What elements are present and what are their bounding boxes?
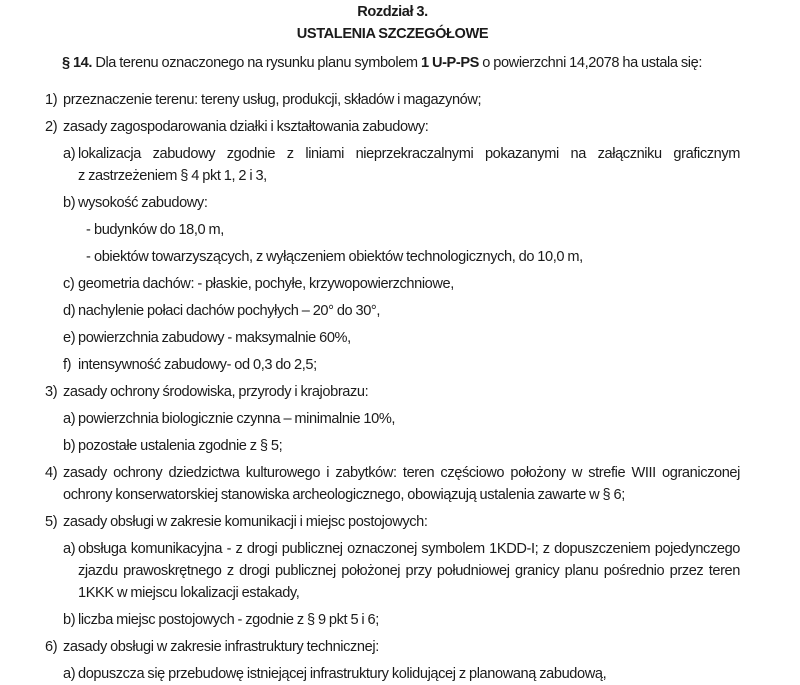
intro-text-before: Dla terenu oznaczonego na rysunku planu symbolem [95,55,418,71]
item-text: powierzchnia zabudowy - maksymalnie 60%, [78,329,351,346]
item-text: zasady ochrony środowiska, przyrody i krajobrazu: [63,383,369,400]
list-item-2b [63,192,740,214]
item-marker: b) [63,437,76,454]
list-item-2b-dash-2 [86,246,740,268]
list-item-2a [63,143,740,187]
list-item-5 [45,511,740,533]
list-item-1 [45,89,740,111]
list-item-5b [63,609,740,631]
item-marker: b) [63,194,76,211]
paragraph-14-intro [45,52,740,74]
list-item-6a [63,663,740,685]
item-marker: 6) [45,638,58,655]
item-text: zasady ochrony dziedzictwa kulturowego i zabytków: teren częściowo położony w strefie WIII ograniczonej ochrony konserwatorskiej stanowiska archeologicznego, obowiązują ustalenia zawarte w § 6; [63,464,740,503]
list-item-2 [45,116,740,138]
paragraph-label: § 14. [62,55,93,71]
dash-marker: - [86,221,91,238]
item-text: obiektów towarzyszących, z wyłączeniem obiektów technologicznych, do 10,0 m, [94,248,583,265]
item-text: budynków do 18,0 m, [94,221,224,238]
item-text: przeznaczenie terenu: tereny usług, produkcji, składów i magazynów; [63,91,482,108]
item-text: zasady obsługi w zakresie komunikacji i miejsc postojowych: [63,513,428,530]
item-marker: c) [63,275,75,292]
item-text: dopuszcza się przebudowę istniejącej infrastruktury kolidującej z planowaną zabudową, [78,665,607,682]
item-marker: 3) [45,383,58,400]
item-text: zasady obsługi w zakresie infrastruktury technicznej: [63,638,379,655]
item-text: lokalizacja zabudowy zgodnie z liniami nieprzekraczalnymi pokazanymi na załączniku graficznym z zastrzeżeniem § 4 pkt 1, 2 i 3, [78,145,740,184]
item-marker: a) [63,145,76,162]
list-item-6 [45,636,740,658]
item-text: nachylenie połaci dachów pochyłych – 20° do 30°, [78,302,381,319]
item-marker: a) [63,410,76,427]
list-item-2d [63,300,740,322]
item-text: liczba miejsc postojowych - zgodnie z § 9 pkt 5 i 6; [78,611,379,628]
item-marker: 1) [45,91,58,108]
item-text: powierzchnia biologicznie czynna – minimalnie 10%, [78,410,396,427]
list-item-3 [45,381,740,403]
item-marker: 2) [45,118,58,135]
item-marker: 5) [45,513,58,530]
dash-marker: - [86,248,91,265]
item-marker: e) [63,329,76,346]
item-text: pozostałe ustalenia zgodnie z § 5; [78,437,283,454]
chapter-title: USTALENIA SZCZEGÓŁOWE [296,26,489,42]
item-text: zasady zagospodarowania działki i kształtowania zabudowy: [63,118,429,135]
list-item-2b-dash-1 [86,219,740,241]
terrain-symbol: 1 U-P-PS [420,55,480,71]
list-item-5a [63,538,740,604]
list-item-4 [45,462,740,506]
item-marker: d) [63,302,76,319]
item-text: geometria dachów: - płaskie, pochyłe, krzywopowierzchniowe, [78,275,454,292]
item-text: wysokość zabudowy: [78,194,208,211]
item-text: obsługa komunikacyjna - z drogi publicznej oznaczonej symbolem 1KDD-I; z dopuszczeniem pojedynczego zjazdu prawoskrętnego z drogi publicznej położonej przy południowej granicy planu pośrednio przez teren 1KKK w miejscu lokalizacji estakady, [78,540,740,601]
chapter-heading: Rozdział 3. [357,4,428,20]
item-marker: 4) [45,464,58,481]
item-marker: b) [63,611,76,628]
item-marker: a) [63,665,76,682]
item-text: intensywność zabudowy- od 0,3 do 2,5; [78,356,317,373]
list-item-3a [63,408,740,430]
intro-text-after: o powierzchni 14,2078 ha ustala się: [482,55,702,71]
list-item-2e [63,327,740,349]
item-marker: a) [63,540,76,557]
item-marker: f) [63,356,72,373]
list-item-3b [63,435,740,457]
list-item-2c [63,273,740,295]
list-item-2f [63,354,740,376]
